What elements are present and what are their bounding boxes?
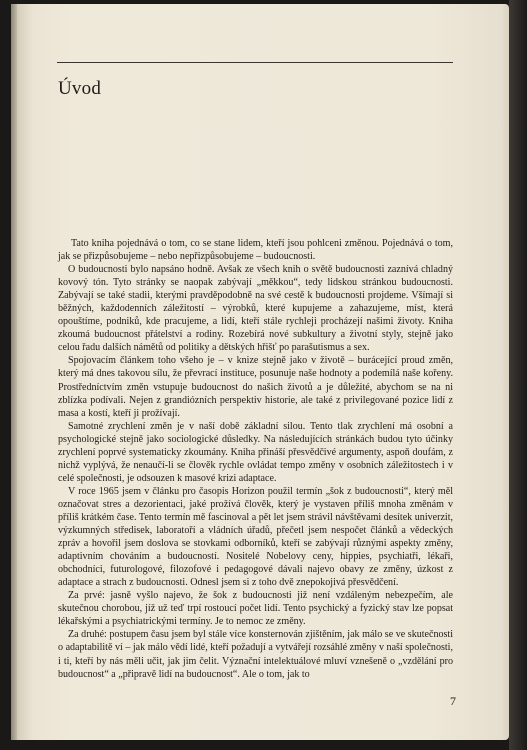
paragraph: Za prvé: jasně vyšlo najevo, že šok z budoucnosti již není vzdáleným nebezpečím, ale skutečnou chorobou, jíž už teď trpí rostoucí počet lidí. Tento psychický a fyzický stav lze popsat lékařskými a psychiatrickými termíny. Je to nemoc ze změny.: [58, 590, 453, 628]
paragraph: Samotné zrychlení změn je v naší době základní silou. Tento tlak zrychlení má osobní a psychologické stejně jako sociologické důsledky. Na následujících stránkách budou tyto účinky zrychlení poprvé systematicky zkoumány. Kniha přináší přesvědčivé argumenty, aspoň doufám, z nichž vyplývá, že nenaučí-li se člověk rychle ovládat tempo změny v osobních záležitostech i v celé společnosti, je odsouzen k masové krizi adaptace.: [58, 420, 453, 484]
header-rule: [57, 62, 453, 63]
paragraph: Tato kniha pojednává o tom, co se stane lidem, kteří jsou pohlceni změnou. Pojednává o tom, jak se přizpůsobujeme – nebo nepřizpůsobujeme – budoucnosti.: [58, 238, 453, 263]
book-edge: [509, 0, 527, 750]
page-number: 7: [450, 694, 456, 708]
paragraph: V roce 1965 jsem v článku pro časopis Horizon použil termín „šok z budoucnosti“, který měl označovat stres a dezorientaci, jaké prožívá člověk, který je vystaven příliš mnoha změnám v příliš krátkém čase. Tento termín mě fascinoval a pět let jsem strávil návštěvami desítek univerzit, výzkumných středisek, laboratoří a vládních úřadů, přečetl jsem nespočet článků a vědeckých zpráv a hovořil jsem doslova se stovkami odborníků, kteří se zabývají různými aspekty změny, adaptivním chováním a budoucností. Nositelé Nobelovy ceny, hippies, psychiatři, lékaři, obchodníci, futurologové, filozofové i pedagogové dávali najevo obavy ze změny, úzkost z adaptace a strach z budoucnosti. Odnesl jsem si z toho dvě znepokojivá přesvědčení.: [58, 485, 453, 589]
paragraph: Spojovacím článkem toho všeho je – v knize stejně jako v životě – burácející proud změn, který má dnes takovou sílu, že převrací instituce, posunuje naše hodnoty a podemílá naše kořeny. Prostředníctvím změn vstupuje budoucnost do našich životů a je důležité, abychom se na ni zblízka podívali. Nejen z grandiózních perspektiv historie, ale také z privilegované pozice lidí z masa a kostí, kteří ji prožívají.: [58, 355, 453, 419]
paragraph: Za druhé: postupem času jsem byl stále více konsternován zjištěním, jak málo se ve skutečnosti o adaptabilitě ví – jak málo vědí lidé, kteří požadují a vytvářejí rozsáhlé změny v naší společnosti, i ti, kteří by nás měli učit, jak jim čelit. Význační intelektuálové mluví vznešeně o „vzdělání pro budoucnost“ a „připravě lidí na budoucnost“. Ale o tom, jak to: [58, 629, 453, 680]
paragraph: O budoucnosti bylo napsáno hodně. Avšak ze všech knih o světě budoucnosti zaznívá chladný kovový tón. Tyto stránky se naopak zabývají „měkkou“, tedy lidskou stránkou budoucnosti. Zabývají se také stadii, kterými pravděpodobně na své cestě k budoucnosti projdeme. Všímají si běžných, každodenních záležitostí – výrobků, které kupujeme a zahazujeme, míst, která opouštíme, podniků, kde pracujeme, a lidí, kteří stále rychleji procházejí našimi životy. Kniha zkoumá budoucnost přátelství a rodiny. Rozebírá nové subkultury a životní styly, stejně jako celou řadu dalších námětů od politiky a dětských hřišť po parašutismus a sex.: [58, 264, 453, 354]
page-gutter: [11, 4, 17, 740]
chapter-title: Úvod: [58, 78, 102, 99]
body-text: [58, 237, 453, 681]
